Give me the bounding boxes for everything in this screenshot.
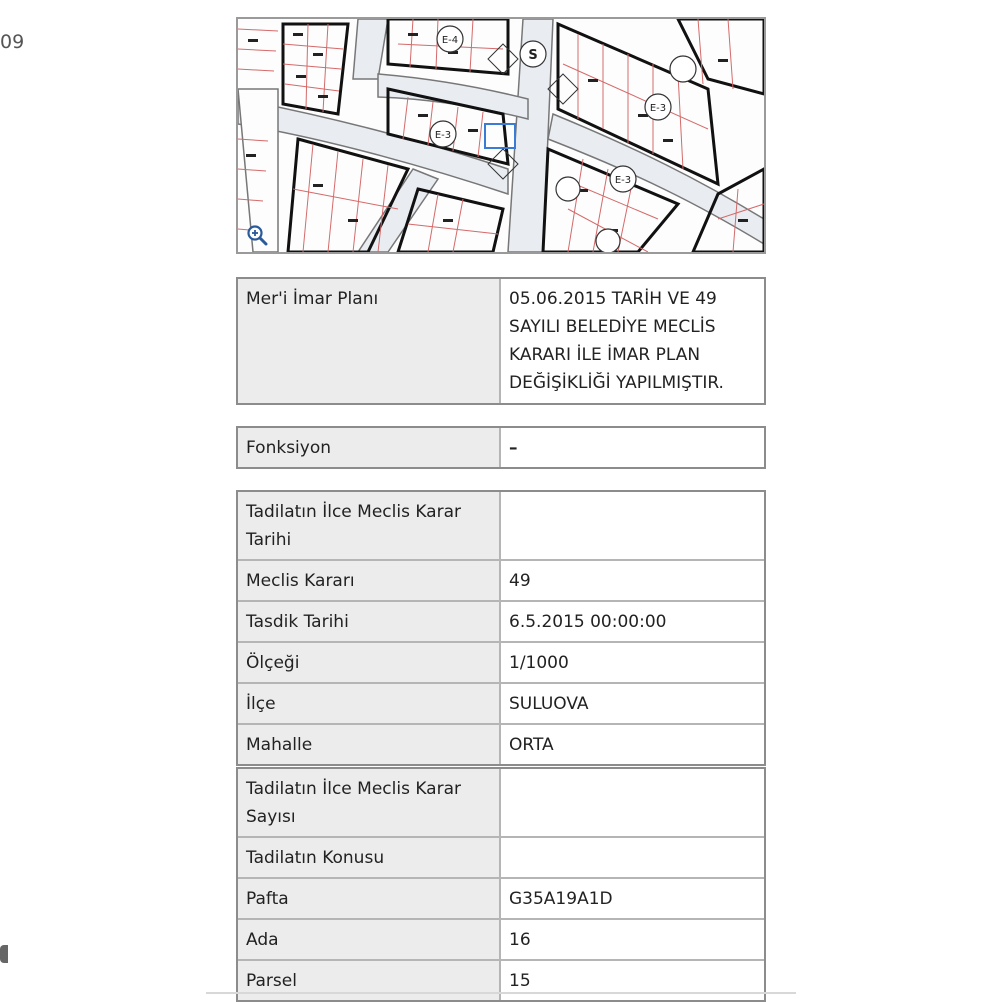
bottom-divider [206, 992, 796, 994]
parcel-table [236, 767, 766, 1002]
table-row [238, 643, 764, 684]
row-label: Tadilatın İlce Meclis Karar Sayısı [238, 769, 501, 838]
row-label: Meclis Kararı [238, 561, 501, 602]
map-zone-label: E-4 [441, 35, 459, 46]
row-label: Parsel [238, 961, 501, 1000]
row-value: G35A19A1D [501, 879, 764, 920]
map-zone-label: S [528, 48, 538, 63]
table-row [238, 602, 764, 643]
row-value: – [501, 428, 764, 467]
row-value: 15 [501, 961, 764, 1000]
row-value: SULUOVA [501, 684, 764, 725]
table-row [238, 920, 764, 961]
plan-table [236, 277, 766, 405]
row-value: 6.5.2015 00:00:00 [501, 602, 764, 643]
table-row [238, 769, 764, 838]
row-value [501, 492, 764, 561]
row-label: Tadilatın Konusu [238, 838, 501, 879]
row-label: Tasdik Tarihi [238, 602, 501, 643]
table-row [238, 561, 764, 602]
table-row [238, 838, 764, 879]
map-zone-label: E-3 [434, 130, 452, 141]
row-value [501, 769, 764, 838]
table-row [238, 684, 764, 725]
zoning-map[interactable] [236, 17, 766, 254]
function-table [236, 426, 766, 469]
map-drawing [238, 19, 764, 252]
row-value: 16 [501, 920, 764, 961]
row-label: Tadilatın İlce Meclis Karar Tarihi [238, 492, 501, 561]
table-row [238, 428, 764, 467]
row-value: 05.06.2015 TARİH VE 49 SAYILI BELEDİYE MECLİS KARARI İLE İMAR PLAN DEĞİŞİKLİĞİ YAPILMIŞTIR. [501, 279, 764, 403]
row-value: 1/1000 [501, 643, 764, 684]
magnifier-plus-icon[interactable] [246, 224, 268, 246]
map-zone-label: E-3 [614, 175, 632, 186]
row-value: 49 [501, 561, 764, 602]
table-row [238, 725, 764, 764]
left-edge-text: 09 [0, 31, 25, 53]
map-zone-label: E-3 [649, 103, 667, 114]
row-label: Ölçeği [238, 643, 501, 684]
left-edge-icon[interactable] [0, 945, 8, 963]
row-label: Pafta [238, 879, 501, 920]
row-label: İlçe [238, 684, 501, 725]
row-label: Fonksiyon [238, 428, 501, 467]
row-label: Ada [238, 920, 501, 961]
table-row [238, 492, 764, 561]
table-row [238, 279, 764, 403]
table-row [238, 961, 764, 1000]
row-label: Mer'i İmar Planı [238, 279, 501, 403]
row-value [501, 838, 764, 879]
row-label: Mahalle [238, 725, 501, 764]
details-table [236, 490, 766, 766]
row-value: ORTA [501, 725, 764, 764]
table-row [238, 879, 764, 920]
